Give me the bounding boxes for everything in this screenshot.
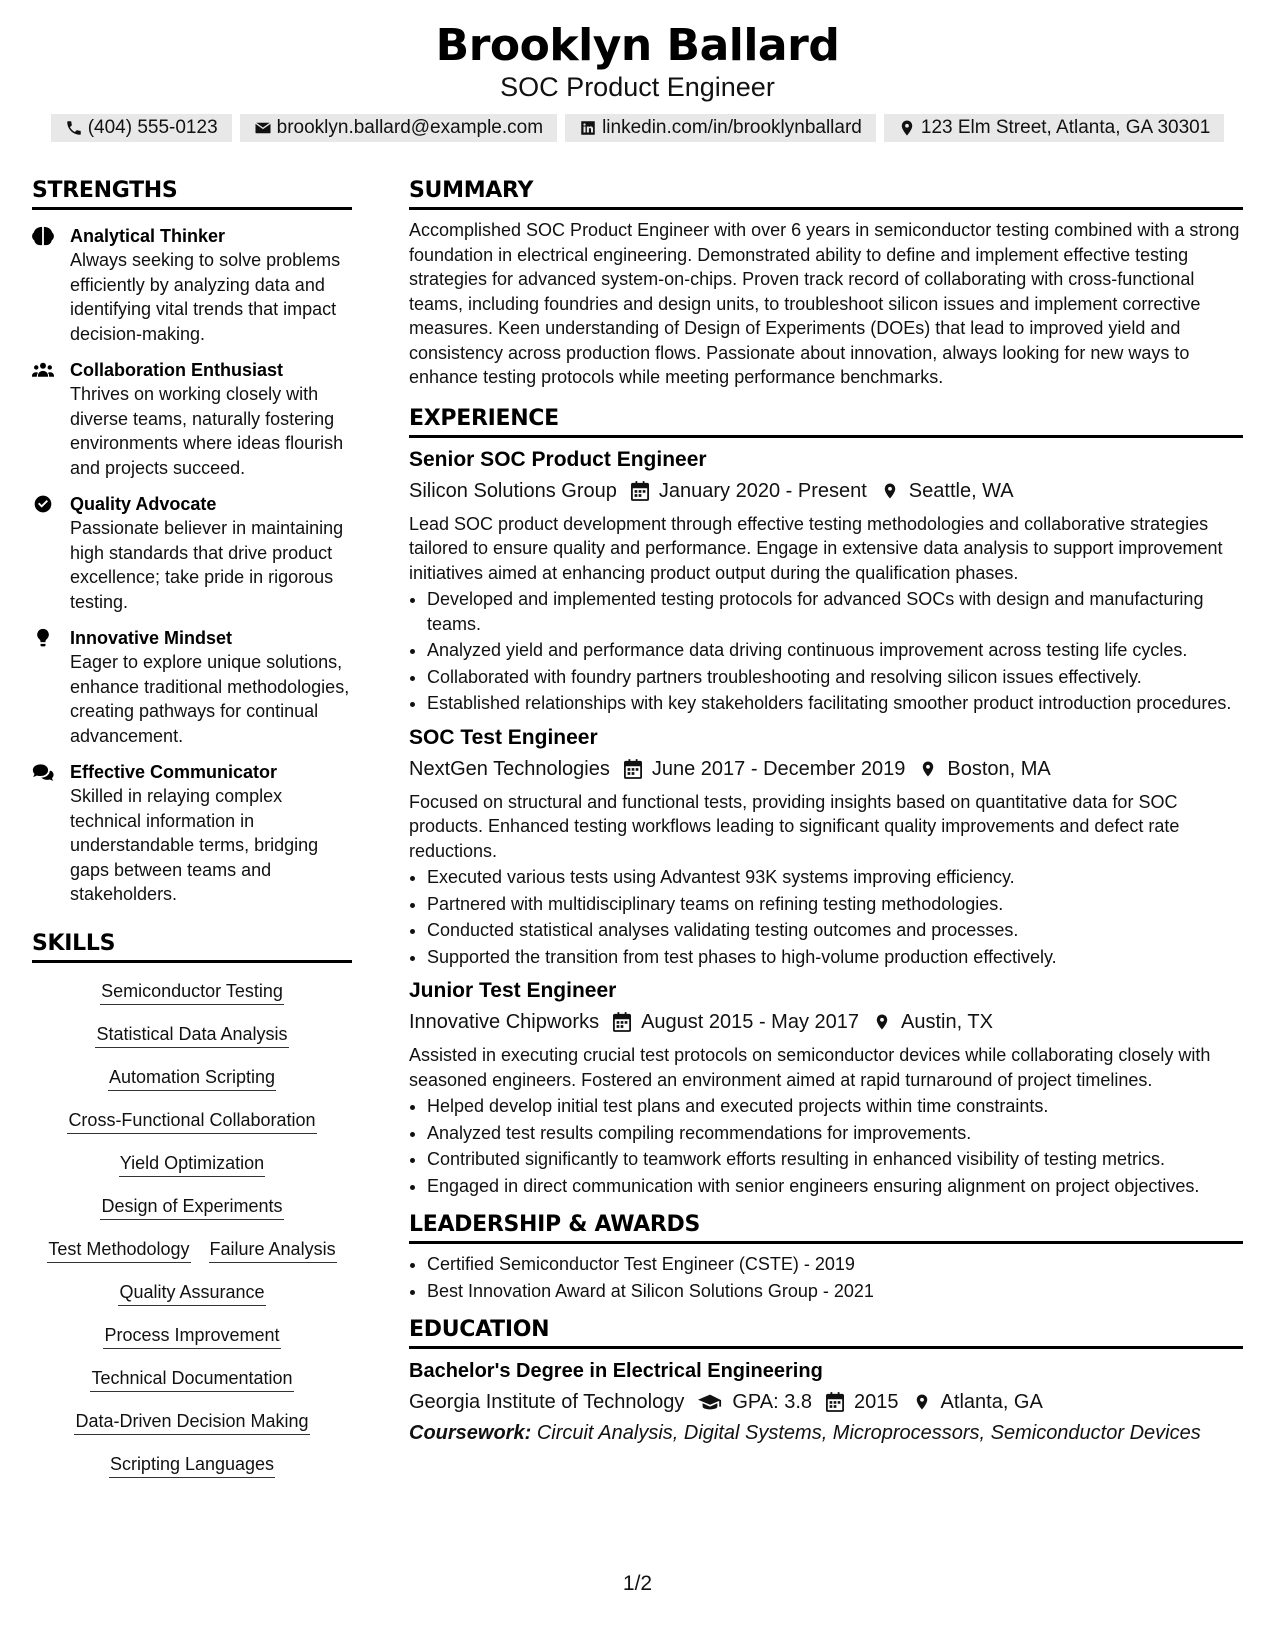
awards-title: LEADERSHIP & AWARDS (409, 1212, 1243, 1244)
strength-desc: Passionate believer in maintaining high standards that drive product excellence; take pride in rigorous testing. (70, 518, 344, 612)
contact-email[interactable] (240, 114, 557, 142)
award-item: • Certified Semiconductor Test Engineer (CSTE) - 2019 (427, 1252, 1243, 1277)
year-text: 2015 (854, 1391, 899, 1413)
skill-tag: Scripting Languages (109, 1453, 275, 1478)
education-meta (409, 1387, 1243, 1417)
job-title: Junior Test Engineer (409, 979, 617, 1002)
job-location (873, 1007, 993, 1037)
phone-text: (404) 555-0123 (87, 117, 218, 138)
strength-item (32, 224, 352, 346)
job-bullet: • Established relationships with key stakeholders facilitating smoother product introduction procedures. (427, 691, 1243, 716)
education-degree: Bachelor's Degree in Electrical Engineering (409, 1360, 823, 1382)
job-description: Assisted in executing crucial test protocols on semiconductor devices while collaborating closely with seasoned engineers. Fostered an environment aimed at rapid turnaround of project timelines. (409, 1045, 1211, 1090)
education-title: EDUCATION (409, 1317, 1243, 1349)
skill-tag: Test Methodology (47, 1238, 190, 1263)
job-description: Focused on structural and functional tests, providing insights based on quantitative data for SOC products. Enhanced testing workflows leading to significant quality improvements and defect rate reductions. (409, 791, 1180, 861)
education-school (409, 1387, 684, 1417)
strength-desc: Skilled in relaying complex technical information in understandable terms, bridging gaps between teams and stakeholders. (70, 786, 319, 904)
map-pin-icon (919, 759, 937, 779)
linkedin-text: linkedin.com/in/brooklynballard (602, 117, 862, 138)
strength-title: Innovative Mindset (70, 628, 233, 648)
awards-list (409, 1252, 1243, 1303)
job-entry (409, 446, 1243, 716)
contact-phone[interactable] (51, 114, 232, 142)
map-pin-icon (873, 1012, 891, 1032)
dates-text: August 2015 - May 2017 (641, 1011, 860, 1033)
dates-text: January 2020 - Present (658, 479, 867, 502)
graduation-cap-icon (698, 1392, 722, 1412)
calendar-icon (613, 1012, 631, 1032)
phone-icon (65, 119, 83, 137)
map-pin-icon (881, 481, 899, 501)
dates-text: June 2017 - December 2019 (651, 757, 906, 780)
strength-item (32, 760, 352, 907)
job-location (919, 754, 1050, 784)
job-entry (409, 977, 1243, 1198)
map-pin-icon (913, 1392, 931, 1412)
skill-tag: Yield Optimization (119, 1152, 265, 1177)
skills-list (32, 973, 352, 1489)
job-entry (409, 724, 1243, 970)
education-gpa (698, 1387, 812, 1417)
envelope-icon (254, 119, 272, 137)
job-bullets (409, 865, 1243, 969)
experience-title: EXPERIENCE (409, 406, 1243, 438)
job-bullets (409, 1094, 1243, 1198)
skill-tag: Failure Analysis (209, 1238, 337, 1263)
email-text: brooklyn.ballard@example.com (276, 117, 544, 138)
education-year (826, 1387, 899, 1417)
strength-desc: Eager to explore unique solutions, enhance traditional methodologies, creating pathways for continual advancement. (70, 652, 350, 746)
summary-text: Accomplished SOC Product Engineer with over 6 years in semiconductor testing combined with a strong foundation in electrical engineering. Demonstrated ability to define and implement effective testing strategies for advanced system-on-chips. Proven track record of collaborating with cross-functional teams, including foundries and design units, to troubleshoot silicon issues and implement corrective measures. Keen understanding of Design of Experiments (DOEs) that lead to improved yield and consistency across production flows. Passionate about innovation, always looking for new ways to enhance testing protocols while meeting performance benchmarks. (409, 220, 1240, 387)
job-bullet: • Partnered with multidisciplinary teams on refining testing methodologies. (427, 892, 1243, 917)
location-text: Boston, MA (947, 757, 1051, 780)
skill-tag: Design of Experiments (100, 1195, 283, 1220)
skill-tag: Semiconductor Testing (100, 980, 284, 1005)
job-bullet: • Supported the transition from test phases to high-volume production effectively. (427, 945, 1243, 970)
job-company (409, 1007, 599, 1037)
job-meta (409, 476, 1243, 506)
location-text: Atlanta, GA (940, 1391, 1043, 1413)
job-dates (624, 754, 906, 784)
summary-title: SUMMARY (409, 178, 1243, 210)
contact-linkedin[interactable] (565, 114, 876, 142)
address-text: 123 Elm Street, Atlanta, GA 30301 (920, 117, 1211, 138)
location-text: Austin, TX (901, 1011, 993, 1033)
skill-tag: Technical Documentation (90, 1367, 293, 1392)
job-bullet: • Collaborated with foundry partners troubleshooting and resolving silicon issues effectively. (427, 665, 1243, 690)
calendar-icon (826, 1392, 844, 1412)
contact-address[interactable] (884, 114, 1224, 142)
job-meta (409, 1007, 1243, 1037)
job-bullet: • Engaged in direct communication with senior engineers ensuring alignment on project objectives. (427, 1174, 1243, 1199)
location-text: Seattle, WA (908, 479, 1014, 502)
job-bullet: • Helped develop initial test plans and executed projects within time constraints. (427, 1094, 1243, 1119)
map-pin-icon (898, 119, 916, 137)
page-number: 1/2 (622, 1572, 653, 1595)
skills-title: SKILLS (32, 931, 352, 963)
brain-icon (32, 226, 54, 246)
skill-tag: Automation Scripting (108, 1066, 276, 1091)
job-description: Lead SOC product development through effective testing methodologies and collaborative strategies tailored to ensure quality and performance. Engage in extensive data analysis to support improvement initiatives aimed at enhancing product output during the qualification phases. (409, 513, 1223, 583)
award-item: • Best Innovation Award at Silicon Solutions Group - 2021 (427, 1279, 1243, 1304)
strength-title: Effective Communicator (70, 762, 278, 782)
right-column (409, 178, 1243, 1447)
strength-desc: Always seeking to solve problems efficiently by analyzing data and identifying vital trends that impact decision-making. (70, 250, 341, 344)
company-text: NextGen Technologies (409, 757, 610, 780)
company-text: Innovative Chipworks (409, 1011, 600, 1033)
company-text: Silicon Solutions Group (409, 479, 617, 502)
candidate-role: SOC Product Engineer (500, 72, 775, 102)
strength-item (32, 492, 352, 614)
candidate-name: Brooklyn Ballard (435, 20, 840, 71)
strengths-title: STRENGTHS (32, 178, 352, 210)
job-title: SOC Test Engineer (409, 725, 598, 749)
calendar-icon (631, 481, 649, 501)
job-bullet: • Conducted statistical analyses validating testing outcomes and processes. (427, 918, 1243, 943)
job-company (409, 754, 610, 784)
lightbulb-icon (32, 628, 54, 648)
left-column (32, 178, 352, 1489)
contact-bar (0, 114, 1275, 142)
skill-tag: Quality Assurance (118, 1281, 265, 1306)
linkedin-icon (579, 119, 597, 137)
skill-tag: Statistical Data Analysis (95, 1023, 288, 1048)
education-location (913, 1387, 1043, 1417)
job-location (881, 476, 1014, 506)
job-bullets (409, 587, 1243, 716)
skill-tag: Data-Driven Decision Making (74, 1410, 309, 1435)
job-bullet: • Analyzed test results compiling recommendations for improvements. (427, 1121, 1243, 1146)
calendar-icon (624, 759, 642, 779)
strength-title: Collaboration Enthusiast (70, 360, 284, 380)
strength-item (32, 626, 352, 748)
job-title: Senior SOC Product Engineer (409, 447, 707, 471)
users-icon (32, 360, 54, 380)
coursework (409, 1419, 1243, 1447)
strength-desc: Thrives on working closely with diverse teams, naturally fostering environments where ideas flourish and projects succeed. (70, 384, 344, 478)
coursework-text: Circuit Analysis, Digital Systems, Microprocessors, Semiconductor Devices (536, 1422, 1201, 1444)
job-dates (613, 1007, 859, 1037)
strength-title: Analytical Thinker (70, 226, 226, 246)
comments-icon (32, 762, 54, 782)
coursework-label: Coursework: (409, 1422, 532, 1444)
job-bullet: • Contributed significantly to teamwork efforts resulting in enhanced visibility of testing metrics. (427, 1147, 1243, 1172)
job-bullet: • Analyzed yield and performance data driving continuous improvement across testing life cycles. (427, 638, 1243, 663)
job-meta (409, 754, 1243, 784)
skill-tag: Process Improvement (103, 1324, 280, 1349)
job-bullet: • Developed and implemented testing protocols for advanced SOCs with design and manufacturing teams. (427, 587, 1243, 636)
job-bullet: • Executed various tests using Advantest 93K systems improving efficiency. (427, 865, 1243, 890)
skill-tag: Cross-Functional Collaboration (67, 1109, 316, 1134)
strength-title: Quality Advocate (70, 494, 217, 514)
job-company (409, 476, 617, 506)
strength-item (32, 358, 352, 480)
job-dates (631, 476, 867, 506)
gpa-text: GPA: 3.8 (732, 1391, 813, 1413)
experience-list (409, 446, 1243, 1199)
school-text: Georgia Institute of Technology (409, 1391, 685, 1413)
check-circle-icon (32, 494, 54, 514)
